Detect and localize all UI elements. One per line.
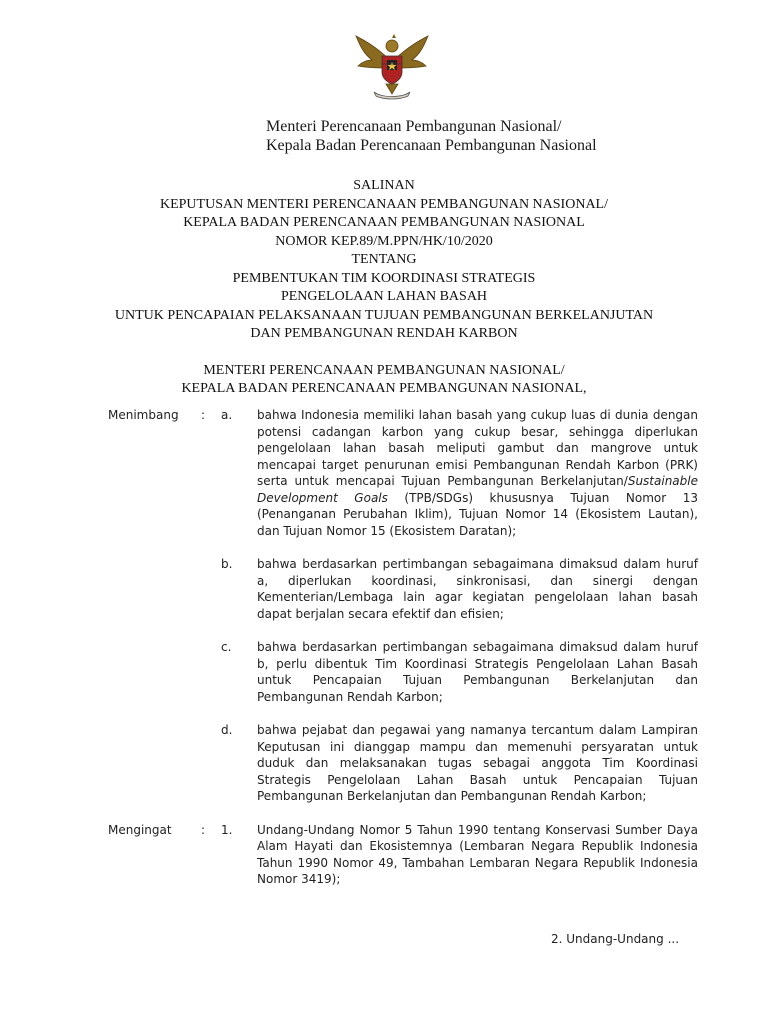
item-text: bahwa berdasarkan pertimbangan sebagaimana dimaksud dalam huruf a, diperlukan koordinasi, sinkronisasi, dan sinergi dengan Kementerian/Lembaga lain agar kegiatan pengelolaan lahan basah dapat berjalan secara efektif dan efisien; (257, 557, 698, 621)
menimbang-item-a (0, 407, 768, 539)
item-text: Undang-Undang Nomor 5 Tahun 1990 tentang Konservasi Sumber Daya Alam Hayati dan Ekosistemnya (Lembaran Negara Republik Indonesia Tahun 1990 Nomor 49, Tambahan Lembaran Negara Republik Indonesia Nomor 3419); (257, 822, 698, 886)
title-line-1: KEPUTUSAN MENTERI PERENCANAAN PEMBANGUNAN NASIONAL/ (159, 196, 608, 212)
item-text: bahwa Indonesia memiliki lahan basah yang cukup luas di dunia dengan potensi cadangan karbon yang cukup besar, sehingga diperlukan pengelolaan lahan basah meliputi gambut dan mangrove untuk mencapai target penurunan emisi Pembangunan Rendah Karbon (PRK) serta untuk mencapai Tujuan Pembangunan Berkelanjutan/Sustainable Development Goals (TPB/SDGs) khususnya Tujuan Nomor 13 (Penanganan Perubahan Iklim), Tujuan Nomor 14 (Ekosistem Lautan), dan Tujuan Nomor 15 (Ekosistem Daratan); (257, 408, 698, 538)
item-mark: a. (221, 408, 233, 422)
next-page-reference: 2. Undang-Undang ... (551, 932, 680, 946)
subject-line-2: PENGELOLAAN LAHAN BASAH (280, 289, 488, 304)
menimbang-item-d (0, 722, 768, 805)
decree-body (0, 407, 768, 888)
garuda-emblem-icon (350, 32, 434, 100)
mengingat-item-1 (0, 822, 768, 888)
decree-title-block (60, 177, 708, 399)
subject-line-4: DAN PEMBANGUNAN RENDAH KARBON (250, 326, 518, 341)
item-mark: d. (221, 723, 233, 737)
sdg-italic-text: Sustainable Development Goals (257, 474, 698, 505)
menimbang-item-b (0, 556, 768, 622)
title-line-2: KEPALA BADAN PERENCANAAN PEMBANGUNAN NASIONAL (183, 215, 585, 230)
item-text: bahwa berdasarkan pertimbangan sebagaimana dimaksud dalam huruf b, perlu dibentuk Tim Koordinasi Strategis Pengelolaan Lahan Basah untuk Pencapaian Tujuan Pembangunan Berkelanjutan dan Pembangunan Rendah Karbon; (257, 640, 698, 704)
subject-line-3: UNTUK PENCAPAIAN PELAKSANAAN TUJUAN PEMBANGUNAN BERKELANJUTAN (114, 307, 654, 323)
tentang-label: TENTANG (351, 252, 417, 267)
mengingat-label: Mengingat (108, 822, 172, 837)
item-mark: c. (221, 640, 232, 654)
institution-line-2: Kepala Badan Perencanaan Pembangunan Nasional (266, 137, 597, 154)
item-mark: 1. (221, 822, 233, 837)
item-text: bahwa pejabat dan pegawai yang namanya tercantum dalam Lampiran Keputusan ini dianggap mampu dan memenuhi persyaratan untuk duduk dan melaksanakan tugas sebagai anggota Tim Koordinasi Strategis Pengelolaan Lahan Basah untuk Pencapaian Tujuan Pembangunan Berkelanjutan dan Pembangunan Rendah Karbon; (257, 723, 698, 803)
mengingat-colon: : (201, 822, 206, 837)
decree-number: NOMOR KEP.89/M.PPN/HK/10/2020 (275, 233, 493, 249)
menimbang-label: Menimbang (108, 408, 179, 422)
menimbang-colon: : (201, 408, 206, 422)
salinan-label: SALINAN (353, 178, 415, 193)
institution-line-1: Menteri Perencanaan Pembangunan Nasional/ (266, 118, 562, 135)
subject-line-1: PEMBENTUKAN TIM KOORDINASI STRATEGIS (232, 270, 536, 286)
minister-line-2: KEPALA BADAN PERENCANAAN PEMBANGUNAN NASIONAL, (181, 381, 587, 396)
institution-header (266, 117, 606, 155)
item-mark: b. (221, 557, 233, 571)
menimbang-item-c (0, 639, 768, 705)
minister-line-1: MENTERI PERENCANAAN PEMBANGUNAN NASIONAL/ (203, 362, 565, 378)
